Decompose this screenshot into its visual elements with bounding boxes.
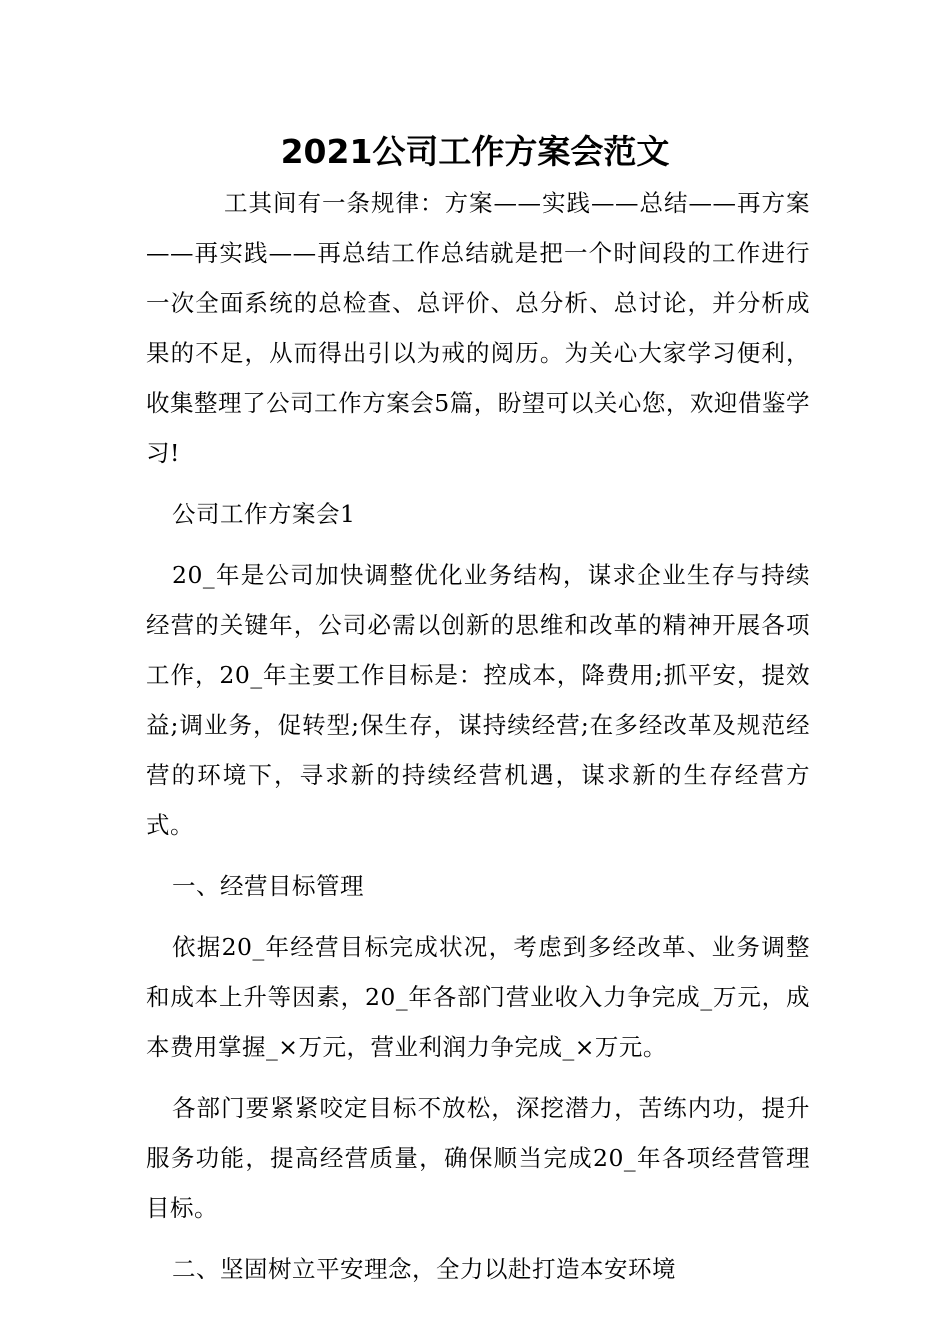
document-title: 2021公司工作方案会范文 <box>280 132 670 171</box>
document-body <box>146 178 810 1305</box>
section-heading-plan-1: 公司工作方案会1 <box>172 500 356 528</box>
section-heading-business-goals: 一、经营目标管理 <box>172 872 364 900</box>
body-paragraph: 20_年是公司加快调整优化业务结构，谋求企业生存与持续经营的关键年，公司必需以创新的思维和改革的精神开展各项工作，20_年主要工作目标是：控成本，降费用;抓平安，提效益;调业务，促转型;保生存，谋持续经营;在多经改革及规范经营的环境下，寻求新的持续经营机遇，谋求新的生存经营方式。 <box>146 561 810 839</box>
body-paragraph: 各部门要紧紧咬定目标不放松，深挖潜力，苦练内功，提升服务功能，提高经营质量，确保顺当完成20_年各项经营管理目标。 <box>146 1094 810 1222</box>
intro-paragraph: 工其间有一条规律：方案——实践——总结——再方案——再实践——再总结工作总结就是把一个时间段的工作进行一次全面系统的总检查、总评价、总分析、总讨论，并分析成果的不足，从而得出引以为戒的阅历。为关心大家学习便利，收集整理了公司工作方案会5篇，盼望可以关心您，欢迎借鉴学习! <box>146 189 810 467</box>
section-heading-safety: 二、坚固树立平安理念，全力以赴打造本安环境 <box>172 1255 676 1283</box>
body-paragraph: 依据20_年经营目标完成状况，考虑到多经改革、业务调整和成本上升等因素，20_年各部门营业收入力争完成_万元，成本费用掌握_×万元，营业利润力争完成_×万元。 <box>146 933 810 1061</box>
